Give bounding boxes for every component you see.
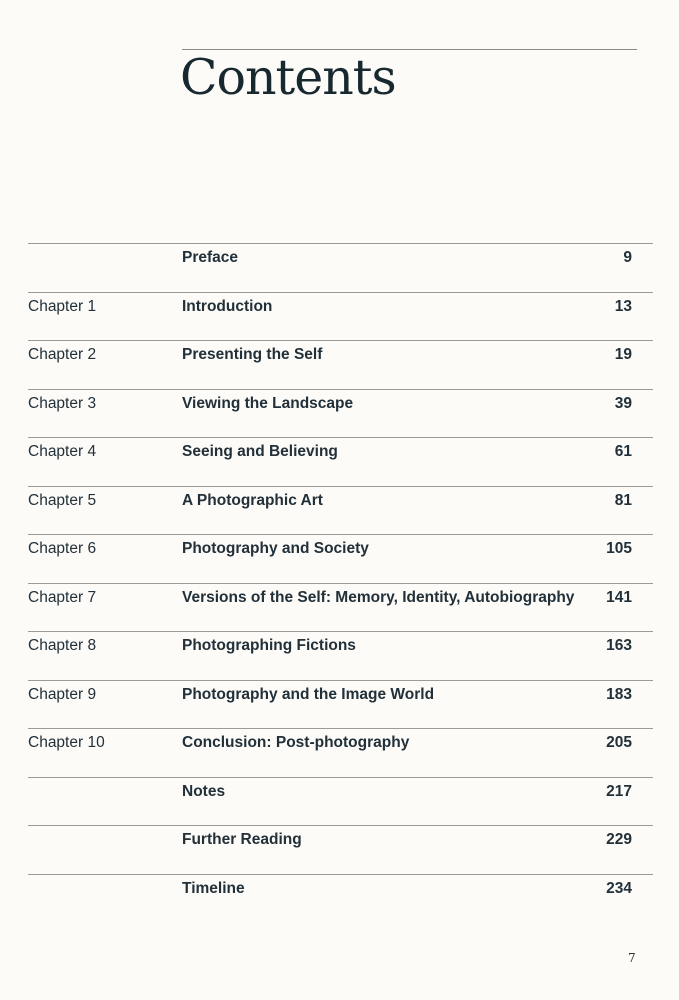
toc-row xyxy=(28,437,653,486)
chapter-label: Chapter 8 xyxy=(28,637,97,654)
page-number: 183 xyxy=(606,685,632,703)
page-number: 9 xyxy=(623,249,632,266)
entry-title: Photography and Society xyxy=(182,540,369,557)
toc-row xyxy=(28,340,653,389)
toc-row xyxy=(28,389,653,438)
toc-row xyxy=(28,486,653,535)
chapter-label: Chapter 5 xyxy=(28,491,97,509)
page-number: 205 xyxy=(606,734,632,751)
folio-page-number: 7 xyxy=(628,951,636,965)
entry-title: Further Reading xyxy=(182,831,302,848)
page-title: Contents xyxy=(180,49,396,106)
entry-title: Photographing Fictions xyxy=(182,637,356,654)
page-number: 61 xyxy=(614,443,632,460)
toc-row xyxy=(28,825,653,874)
page-number: 141 xyxy=(606,588,632,606)
table-of-contents xyxy=(28,243,653,922)
chapter-label: Chapter 9 xyxy=(28,685,97,703)
toc-row xyxy=(28,631,653,680)
toc-row xyxy=(28,583,653,632)
toc-row xyxy=(28,534,653,583)
chapter-label: Chapter 4 xyxy=(28,443,97,460)
entry-title: Introduction xyxy=(182,297,273,315)
page-number: 81 xyxy=(614,491,632,509)
chapter-label: Chapter 7 xyxy=(28,588,97,606)
entry-title: Versions of the Self: Memory, Identity, Autobiography xyxy=(182,588,575,606)
page-number: 13 xyxy=(614,297,632,315)
toc-row xyxy=(28,292,653,341)
page-number: 39 xyxy=(614,394,632,412)
page-number: 163 xyxy=(606,637,632,654)
chapter-label: Chapter 2 xyxy=(28,346,97,363)
page-number: 105 xyxy=(606,540,632,557)
chapter-label: Chapter 1 xyxy=(28,297,97,315)
page-number: 229 xyxy=(606,831,632,848)
entry-title: Conclusion: Post-photography xyxy=(182,734,410,751)
entry-title: Viewing the Landscape xyxy=(182,394,354,412)
entry-title: Notes xyxy=(182,782,226,800)
chapter-label: Chapter 10 xyxy=(28,734,105,751)
toc-row xyxy=(28,777,653,826)
page-number: 217 xyxy=(606,782,632,800)
entry-title: Seeing and Believing xyxy=(182,443,338,460)
toc-row xyxy=(28,680,653,729)
chapter-label: Chapter 6 xyxy=(28,540,97,557)
entry-title: Preface xyxy=(182,249,239,266)
page-number: 234 xyxy=(606,879,632,897)
entry-title: Presenting the Self xyxy=(182,346,323,363)
toc-row xyxy=(28,243,653,292)
page-number: 19 xyxy=(614,346,632,363)
toc-row xyxy=(28,874,653,923)
chapter-label: Chapter 3 xyxy=(28,394,97,412)
entry-title: Photography and the Image World xyxy=(182,685,435,703)
entry-title: A Photographic Art xyxy=(182,491,323,509)
entry-title: Timeline xyxy=(182,879,245,897)
toc-row xyxy=(28,728,653,777)
